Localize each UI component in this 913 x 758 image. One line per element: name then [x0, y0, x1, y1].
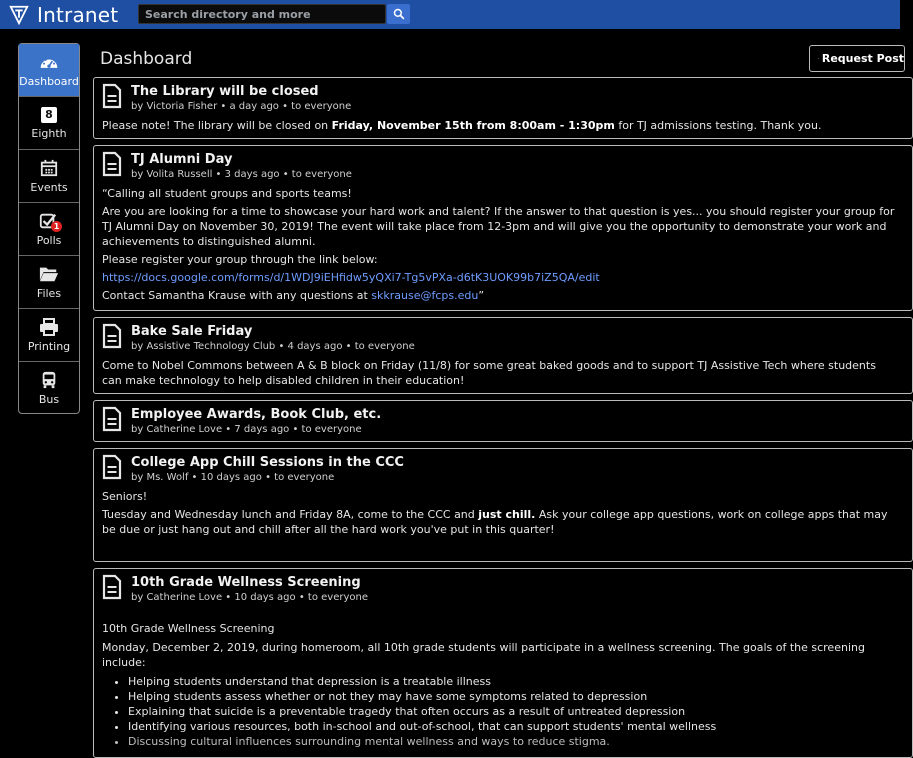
list-item: • Helping students assess whether or not they may have some symptoms related to depression: [128, 689, 899, 704]
list-item: • Explaining that suicide is a preventable tragedy that often occurs as a result of untreated depression: [128, 704, 899, 719]
document-icon: [102, 83, 122, 109]
request-post-label: Request Post: [821, 52, 904, 65]
brand-logo[interactable]: [8, 2, 118, 27]
announcement-card: [93, 317, 913, 394]
sidebar-item-files[interactable]: [19, 256, 79, 309]
announcement-body: [102, 358, 899, 388]
search-button[interactable]: [387, 4, 410, 24]
sidebar-item-dashboard[interactable]: [19, 44, 79, 97]
registration-link[interactable]: https://docs.google.com/forms/d/1WDJ9iEHfidw5yQXi7-Tg5vPXa-d6tK3UOK99b7iZ5QA/edit: [102, 271, 600, 284]
body-text: Are you are looking for a time to showcase your hard work and talent? If the answer to that question is yes... you should register your group for TJ Alumni Day on November 30, 2019! The event will take place from 12-3pm and will give you the opportunity to demonstrate your work and achievements to distinguished alumni.: [102, 205, 895, 248]
body-text: for TJ admissions testing. Thank you.: [614, 119, 822, 132]
announcement-card: [93, 77, 913, 139]
body-text: ”: [478, 289, 485, 302]
body-text: Ask your college app questions, work on college apps that may be due or just hang out and chill after all the hard work you've put in this quarter!: [102, 508, 888, 536]
sidebar-item-eighth[interactable]: [19, 97, 79, 150]
sidebar-item-label: Polls: [36, 233, 62, 247]
sidebar-item-label: Dashboard: [19, 74, 79, 88]
request-post-button[interactable]: [809, 45, 905, 72]
list-item: • Discussing cultural influences surrounding mental wellness and ways to reduce stigma.: [128, 734, 899, 749]
announcement-meta: by Catherine Love • 7 days ago • to everyone: [131, 424, 362, 435]
sidebar-item-label: Eighth: [31, 126, 67, 140]
announcement-body: [102, 621, 899, 749]
sidebar-item-label: Bus: [38, 393, 60, 406]
list-item: • Identifying various resources, both in-school and out-of-school, that can support students' mental wellness: [128, 719, 899, 734]
announcement-body: [102, 186, 899, 303]
eighth-badge: 8: [41, 107, 57, 123]
brand-name: Intranet: [37, 2, 119, 27]
top-navbar: [0, 0, 900, 29]
body-bold-text: just chill.: [478, 508, 536, 521]
sidebar-item-label: Printing: [27, 339, 71, 353]
announcement-title[interactable]: Employee Awards, Book Club, etc.: [131, 407, 382, 422]
announcement-card: [93, 568, 913, 758]
announcement-meta: by Catherine Love • 10 days ago • to everyone: [131, 592, 368, 603]
polls-notification-badge: 1: [51, 221, 62, 232]
announcement-title[interactable]: The Library will be closed: [131, 84, 319, 99]
document-icon: [102, 454, 122, 480]
announcement-title[interactable]: Bake Sale Friday: [131, 324, 253, 339]
announcement-title[interactable]: TJ Alumni Day: [131, 152, 233, 167]
search-icon: [393, 8, 405, 20]
sidebar-item-printing[interactable]: [19, 309, 79, 362]
announcement-meta: by Volita Russell • 3 days ago • to everyone: [131, 169, 352, 180]
announcement-meta: by Ms. Wolf • 10 days ago • to everyone: [131, 472, 335, 483]
announcement-body: [102, 489, 899, 537]
announcement-card: [93, 448, 913, 562]
document-icon: [102, 323, 122, 349]
body-text: Contact Samantha Krause with any questions at: [102, 289, 372, 302]
sidebar-item-label: Files: [36, 286, 62, 300]
document-icon: [102, 406, 122, 432]
announcement-title[interactable]: College App Chill Sessions in the CCC: [131, 455, 404, 470]
dashboard-icon: [39, 53, 59, 71]
printer-icon: [39, 318, 59, 336]
announcement-title[interactable]: 10th Grade Wellness Screening: [131, 575, 361, 590]
screening-goals-list: [128, 674, 899, 749]
bus-icon: [39, 371, 59, 389]
body-text: Monday, December 2, 2019, during homeroom, all 10th grade students will participate in a wellness screening. The goals of the screening include:: [102, 641, 865, 669]
body-text: Seniors!: [102, 490, 148, 503]
list-item: • Helping students understand that depression is a treatable illness: [128, 674, 899, 689]
announcement-body: [102, 118, 899, 133]
announcement-card: [93, 145, 913, 311]
sidebar-item-label: Events: [30, 180, 68, 194]
announcement-meta: by Victoria Fisher • a day ago • to everyone: [131, 101, 352, 112]
body-bold-text: Friday, November 15th from 8:00am - 1:30pm: [331, 119, 615, 132]
announcement-meta: by Assistive Technology Club • 4 days ago • to everyone: [131, 341, 415, 352]
body-text: Please note! The library will be closed on: [102, 119, 332, 132]
sidebar-item-polls[interactable]: [19, 203, 79, 256]
sidebar-nav: [18, 43, 80, 414]
document-icon: [102, 151, 122, 177]
search-input[interactable]: Search directory and more: [138, 4, 386, 24]
tj-logo-icon: [8, 4, 30, 26]
body-text: Tuesday and Wednesday lunch and Friday 8A, come to the CCC and: [102, 508, 479, 521]
body-text: Please register your group through the link below:: [102, 253, 378, 266]
calendar-icon: [39, 159, 59, 177]
body-text: 10th Grade Wellness Screening: [102, 622, 275, 635]
page-title: Dashboard: [100, 49, 193, 69]
sidebar-item-bus[interactable]: [19, 362, 79, 415]
announcement-card: [93, 400, 913, 442]
body-text: Come to Nobel Commons between A & B block on Friday (11/8) for some great baked goods and to support TJ Assistive Tech where students can make technology to help disabled children in their education!: [102, 359, 876, 387]
folder-icon: [39, 265, 59, 283]
body-text: “Calling all student groups and sports teams!: [102, 187, 352, 200]
document-icon: [102, 574, 122, 600]
sidebar-item-events[interactable]: [19, 150, 79, 203]
email-link[interactable]: skkrause@fcps.edu: [371, 289, 479, 302]
document-icon: [818, 53, 819, 64]
